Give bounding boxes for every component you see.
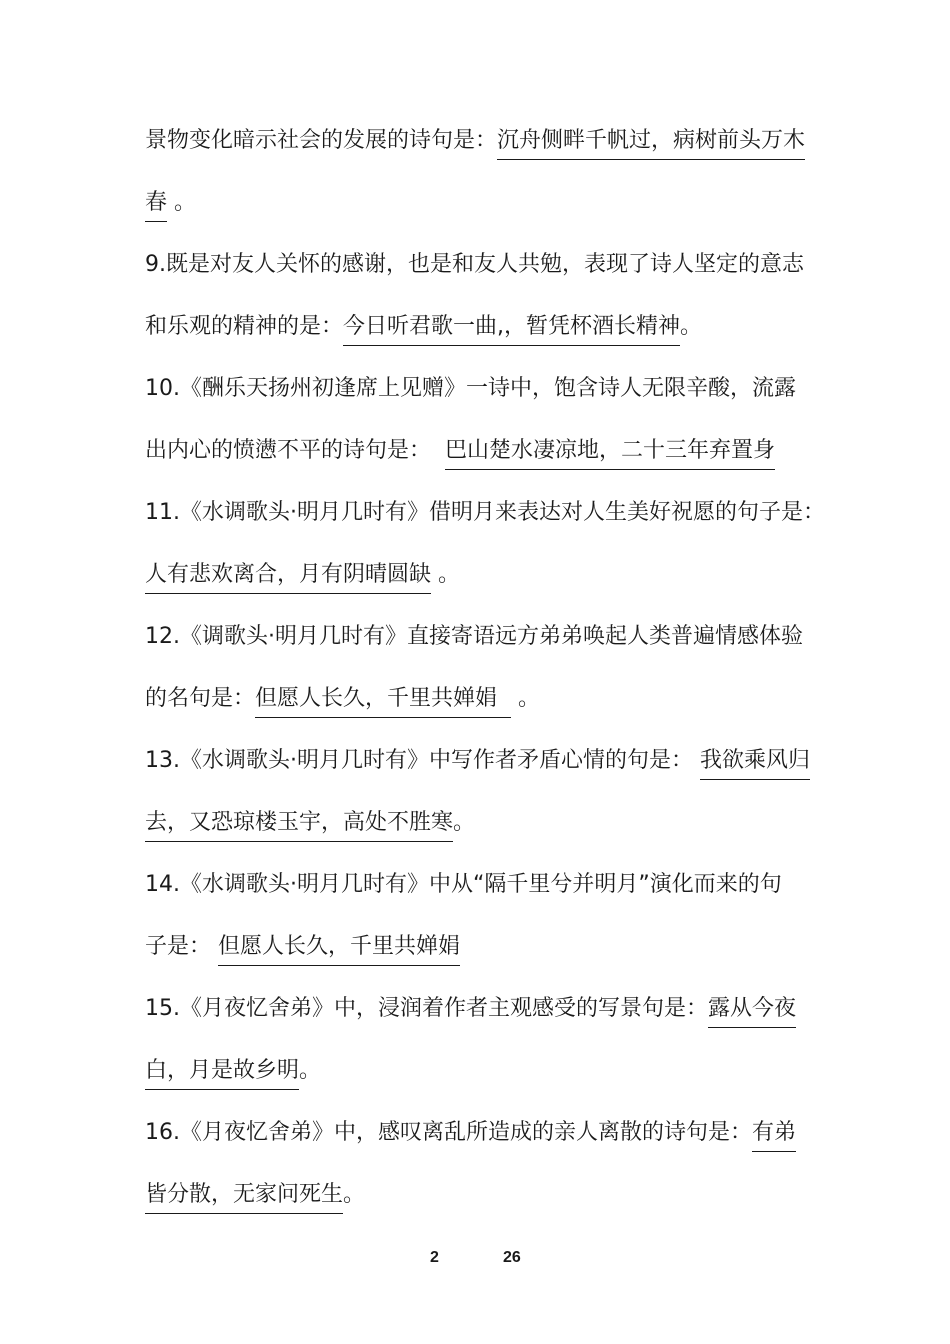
text-line: 出内心的愤懑不平的诗句是： 巴山楚水凄凉地，二十三年弃置身 xyxy=(145,436,775,466)
answer-blank: 我欲乘风归 xyxy=(700,748,810,780)
answer-blank: 巴山楚水凄凉地，二十三年弃置身 xyxy=(445,438,775,470)
text-line: 人有悲欢离合，月有阴晴圆缺 。 xyxy=(145,560,460,590)
answer-blank: 去，又恐琼楼玉宇，高处不胜寒 xyxy=(145,810,453,842)
answer-blank: 春 xyxy=(145,190,167,222)
answer-blank: 人有悲欢离合，月有阴晴圆缺 xyxy=(145,562,431,594)
page-total: 26 xyxy=(503,1249,521,1266)
answer-blank: 有弟 xyxy=(752,1120,796,1152)
answer-blank: 但愿人长久，千里共婵娟 xyxy=(255,686,511,718)
text-line: 11.《水调歌头·明月几时有》借明月来表达对人生美好祝愿的句子是： xyxy=(145,500,825,525)
text-line: 白，月是故乡明。 xyxy=(145,1056,321,1086)
text-line: 14.《水调歌头·明月几时有》中从“隔千里兮并明月”演化而来的句 xyxy=(145,872,782,897)
text-line: 10.《酬乐天扬州初逢席上见赠》一诗中，饱含诗人无限辛酸，流露 xyxy=(145,376,796,401)
text-line: 皆分散，无家问死生。 xyxy=(145,1180,365,1210)
answer-blank: 今日听君歌一曲,，暂凭杯酒长精神 xyxy=(343,314,680,346)
text-line: 12.《调歌头·明月几时有》直接寄语远方弟弟唤起人类普遍情感体验 xyxy=(145,624,803,649)
answer-blank: 皆分散，无家问死生 xyxy=(145,1182,343,1214)
text-line: 的名句是：但愿人长久，千里共婵娟 。 xyxy=(145,684,540,714)
answer-blank: 露从今夜 xyxy=(708,996,796,1028)
answer-blank: 沉舟侧畔千帆过，病树前头万木 xyxy=(497,128,805,160)
text-line: 和乐观的精神的是：今日听君歌一曲,，暂凭杯酒长精神。 xyxy=(145,312,702,342)
text-line: 春 。 xyxy=(145,188,196,218)
text-line: 15.《月夜忆舍弟》中，浸润着作者主观感受的写景句是：露从今夜 xyxy=(145,994,796,1024)
text-line: 景物变化暗示社会的发展的诗句是：沉舟侧畔千帆过，病树前头万木 xyxy=(145,126,805,156)
text-line: 16.《月夜忆舍弟》中，感叹离乱所造成的亲人离散的诗句是：有弟 xyxy=(145,1118,796,1148)
text-line: 去，又恐琼楼玉宇，高处不胜寒。 xyxy=(145,808,475,838)
text-line: 13.《水调歌头·明月几时有》中写作者矛盾心情的句是： 我欲乘风归 xyxy=(145,746,810,776)
text-line: 9.既是对友人关怀的感谢，也是和友人共勉，表现了诗人坚定的意志 xyxy=(145,252,804,277)
answer-blank: 但愿人长久，千里共婵娟 xyxy=(218,934,460,966)
answer-blank: 白，月是故乡明 xyxy=(145,1058,299,1090)
text-line: 子是： 但愿人长久，千里共婵娟 xyxy=(145,932,460,962)
page-number: 2 xyxy=(430,1249,439,1266)
